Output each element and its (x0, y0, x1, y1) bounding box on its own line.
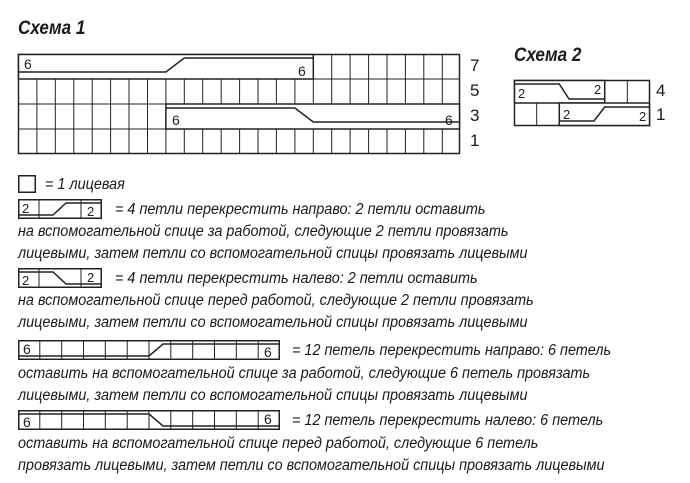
legend-knit-text: = 1 лицевая (45, 176, 125, 193)
schema1-chart (18, 54, 460, 154)
schema1-title: Схема 1 (18, 18, 86, 39)
schema1-row-3: 3 (470, 106, 480, 125)
cable-2x2-right-left-count: 2 (22, 201, 30, 216)
schema2-title: Схема 2 (514, 45, 582, 66)
cable-2x2-right-right-count: 2 (87, 204, 95, 219)
cable-2x2-left-right-count: 2 (87, 270, 95, 285)
cable-6x6-left-left-count: 6 (23, 414, 31, 430)
schema2-bottom-right-count: 2 (639, 109, 647, 124)
schema1-top-right-count: 6 (298, 63, 306, 79)
schema1-bottom-right-count: 6 (445, 112, 453, 128)
legend-cross2-right-line3: лицевыми, затем петли со вспомогательной спицы провязать лицевыми (18, 245, 528, 262)
schema2-top-right-count: 2 (594, 82, 602, 97)
knit-stitch-symbol (18, 175, 36, 193)
schema1-row-5: 5 (470, 81, 480, 100)
schema2-top-left-count: 2 (518, 86, 526, 101)
legend-cross2-right-line2: на вспомогательной спице за работой, следующие 2 петли провязать (18, 223, 509, 240)
schema1-top-left-count: 6 (24, 56, 32, 72)
legend-cross6-left-line1: = 12 петель перекрестить налево: 6 петель (292, 412, 604, 429)
cable-6x6-left-symbol (18, 410, 280, 430)
legend-cross6-left-line2: оставить на вспомогательной спице перед работой, следующие 6 петель (18, 435, 539, 452)
schema2-chart (514, 80, 650, 126)
schema1-bottom-left-count: 6 (172, 112, 180, 128)
cable-2x2-left-left-count: 2 (22, 273, 30, 288)
legend-cross2-left-line1: = 4 петли перекрестить налево: 2 петли оставить (115, 270, 478, 287)
schema2-bottom-left-count: 2 (563, 107, 571, 122)
legend-cross6-right-line1: = 12 петель перекрестить направо: 6 петель (292, 342, 612, 359)
legend-cross2-left-line3: лицевыми, затем петли со вспомогательной спицы провязать лицевыми (18, 314, 528, 331)
schema2-row-1: 1 (656, 105, 666, 124)
legend-cross6-right-line3: лицевыми, затем петли со вспомогательной спицы провязать лицевыми (18, 387, 528, 404)
legend-cross2-left-line2: на вспомогательной спице перед работой, следующие 2 петли провязать (18, 292, 534, 309)
cable-6x6-left-right-count: 6 (264, 411, 272, 427)
cable-2x2-left-symbol (18, 268, 102, 288)
cable-6x6-right-right-count: 6 (264, 344, 272, 360)
cable-6x6-right-symbol (18, 340, 280, 360)
schema1-row-7: 7 (470, 56, 480, 75)
legend-cross6-left-line3: провязать лицевыми, затем петли со вспомогательной спицы провязать лицевыми (18, 457, 605, 474)
cable-2x2-right-symbol (18, 199, 102, 219)
schema2-row-4: 4 (656, 81, 666, 100)
cable-6x6-right-left-count: 6 (23, 341, 31, 357)
schema1-row-1: 1 (470, 131, 480, 150)
legend-cross2-right-line1: = 4 петли перекрестить направо: 2 петли оставить (115, 201, 486, 218)
legend-cross6-right-line2: оставить на вспомогательной спице за работой, следующие 6 петель провязать (18, 365, 591, 382)
